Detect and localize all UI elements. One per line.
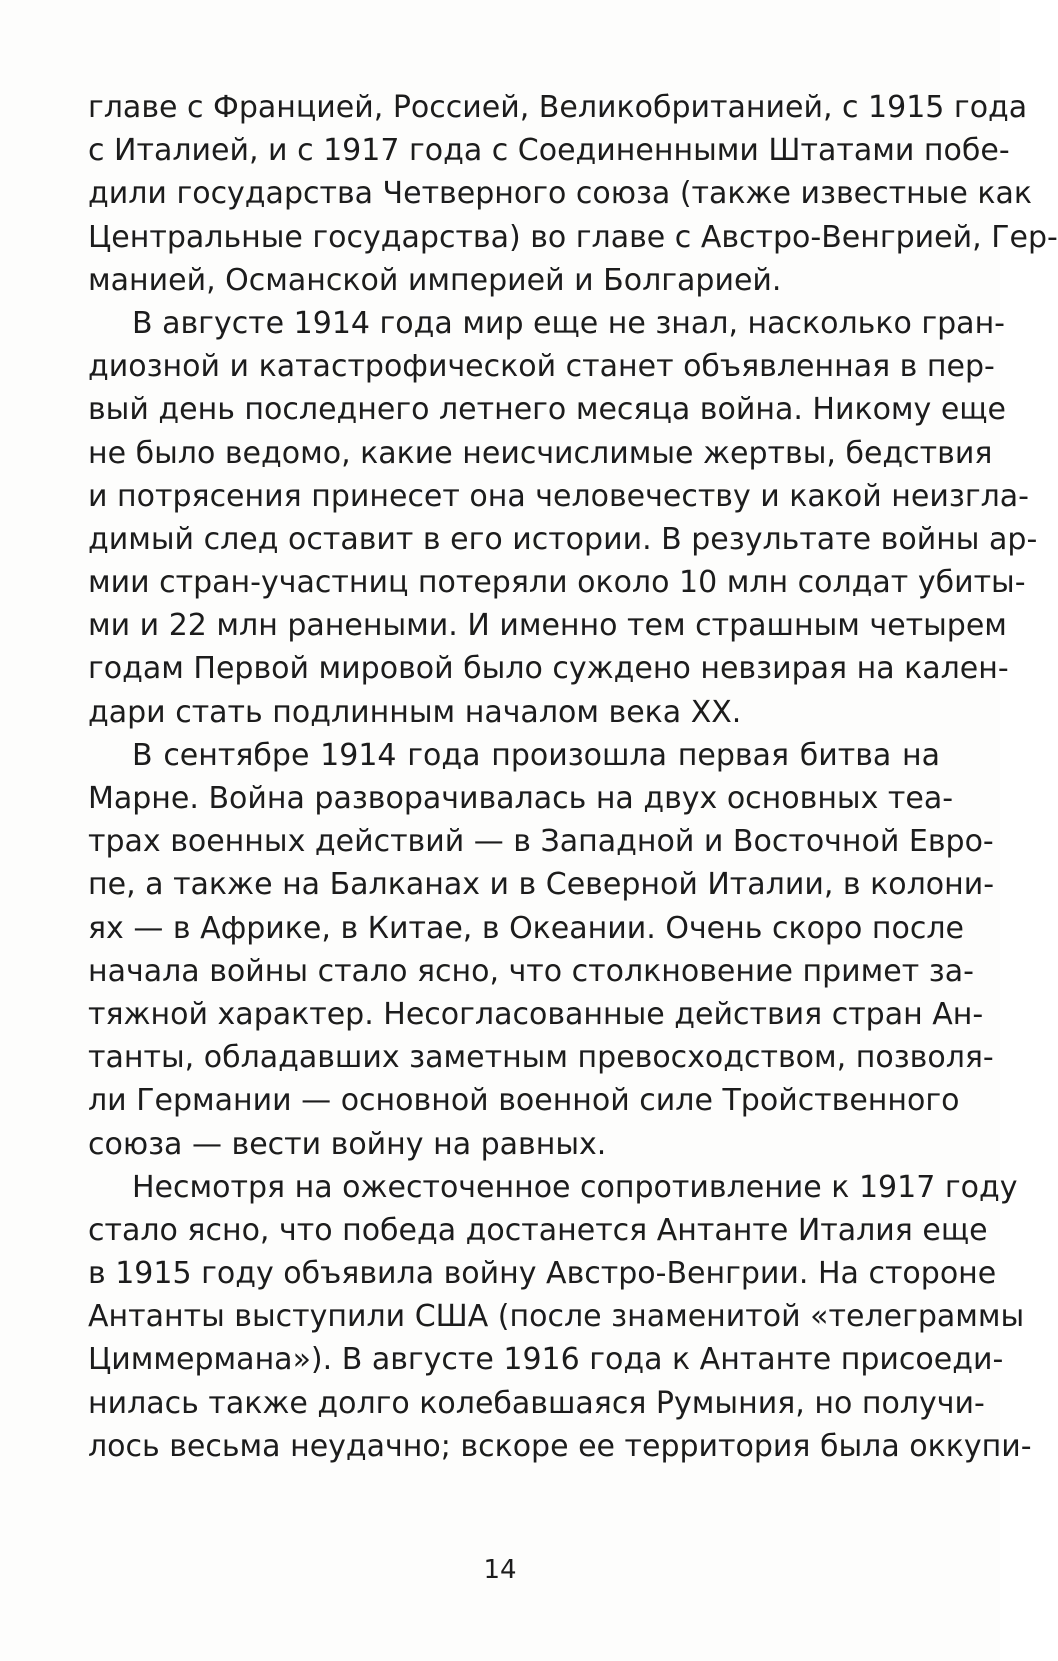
text-line: дили государства Четверного союза (также известные как: [88, 176, 1033, 212]
text-line: главе с Францией, Россией, Великобританией, с 1915 года: [88, 90, 1028, 125]
text-line: не было ведомо, какие неисчислимые жертвы, бедствия: [88, 435, 993, 471]
text-line: начала войны стало ясно, что столкновение примет за-: [88, 953, 974, 989]
text-line: Марне. Война разворачивалась на двух основных теа-: [88, 781, 954, 816]
text-line: трах военных действий — в Западной и Восточной Евро-: [88, 824, 994, 860]
text-line: годам Первой мировой было суждено невзирая на кален-: [88, 651, 1009, 687]
text-line: димый след оставит в его истории. В результате войны ар-: [88, 521, 1038, 557]
text-line: Центральные государства) во главе с Австро-Венгрией, Гер-: [88, 219, 1058, 255]
text-line: ях — в Африке, в Китае, в Океании. Очень скоро после: [88, 910, 964, 946]
text-line: пе, а также на Балканах и в Северной Италии, в колони-: [88, 867, 995, 903]
text-line: танты, обладавших заметным превосходством, позволя-: [88, 1040, 994, 1076]
body-text: [88, 86, 1058, 1468]
text-line: нилась также долго колебавшаяся Румыния, но получи-: [88, 1385, 985, 1421]
text-line: Антанты выступили США (после знаменитой «телеграммы: [88, 1299, 1025, 1335]
text-line: ли Германии — основной военной силе Тройственного: [88, 1083, 960, 1119]
text-line: в 1915 году объявила войну Австро-Венгрии. На стороне: [88, 1256, 997, 1292]
text-line: союза — вести войну на равных.: [88, 1126, 607, 1162]
text-line: дари стать подлинным началом века XX.: [88, 694, 742, 730]
text-line: и потрясения принесет она человечеству и какой неизгла-: [88, 478, 1029, 514]
text-line: В сентябре 1914 года произошла первая битва на: [132, 737, 940, 773]
text-line: лось весьма неудачно; вскоре ее территория была оккупи-: [88, 1428, 1032, 1464]
text-line: В августе 1914 года мир еще не знал, насколько гран-: [132, 305, 1006, 341]
page-number: 14: [483, 1555, 517, 1585]
text-line: тяжной характер. Несогласованные действия стран Ан-: [88, 996, 984, 1032]
text-line: вый день последнего летнего месяца война. Никому еще: [88, 392, 1007, 428]
text-line: с Италией, и с 1917 года с Соединенными Штатами побе-: [88, 133, 1010, 169]
text-line: ми и 22 млн ранеными. И именно тем страшным четырем: [88, 608, 1007, 644]
text-line: мии стран-участниц потеряли около 10 млн солдат убиты-: [88, 565, 1026, 601]
text-line: Несмотря на ожесточенное сопротивление к 1917 году: [132, 1169, 1018, 1205]
text-line: Циммермана»). В августе 1916 года к Антанте присоеди-: [88, 1342, 1004, 1378]
text-line: стало ясно, что победа достанется Антанте Италия еще: [88, 1212, 988, 1248]
text-line: манией, Османской империей и Болгарией.: [88, 262, 782, 298]
text-line: диозной и катастрофической станет объявленная в пер-: [88, 349, 995, 385]
